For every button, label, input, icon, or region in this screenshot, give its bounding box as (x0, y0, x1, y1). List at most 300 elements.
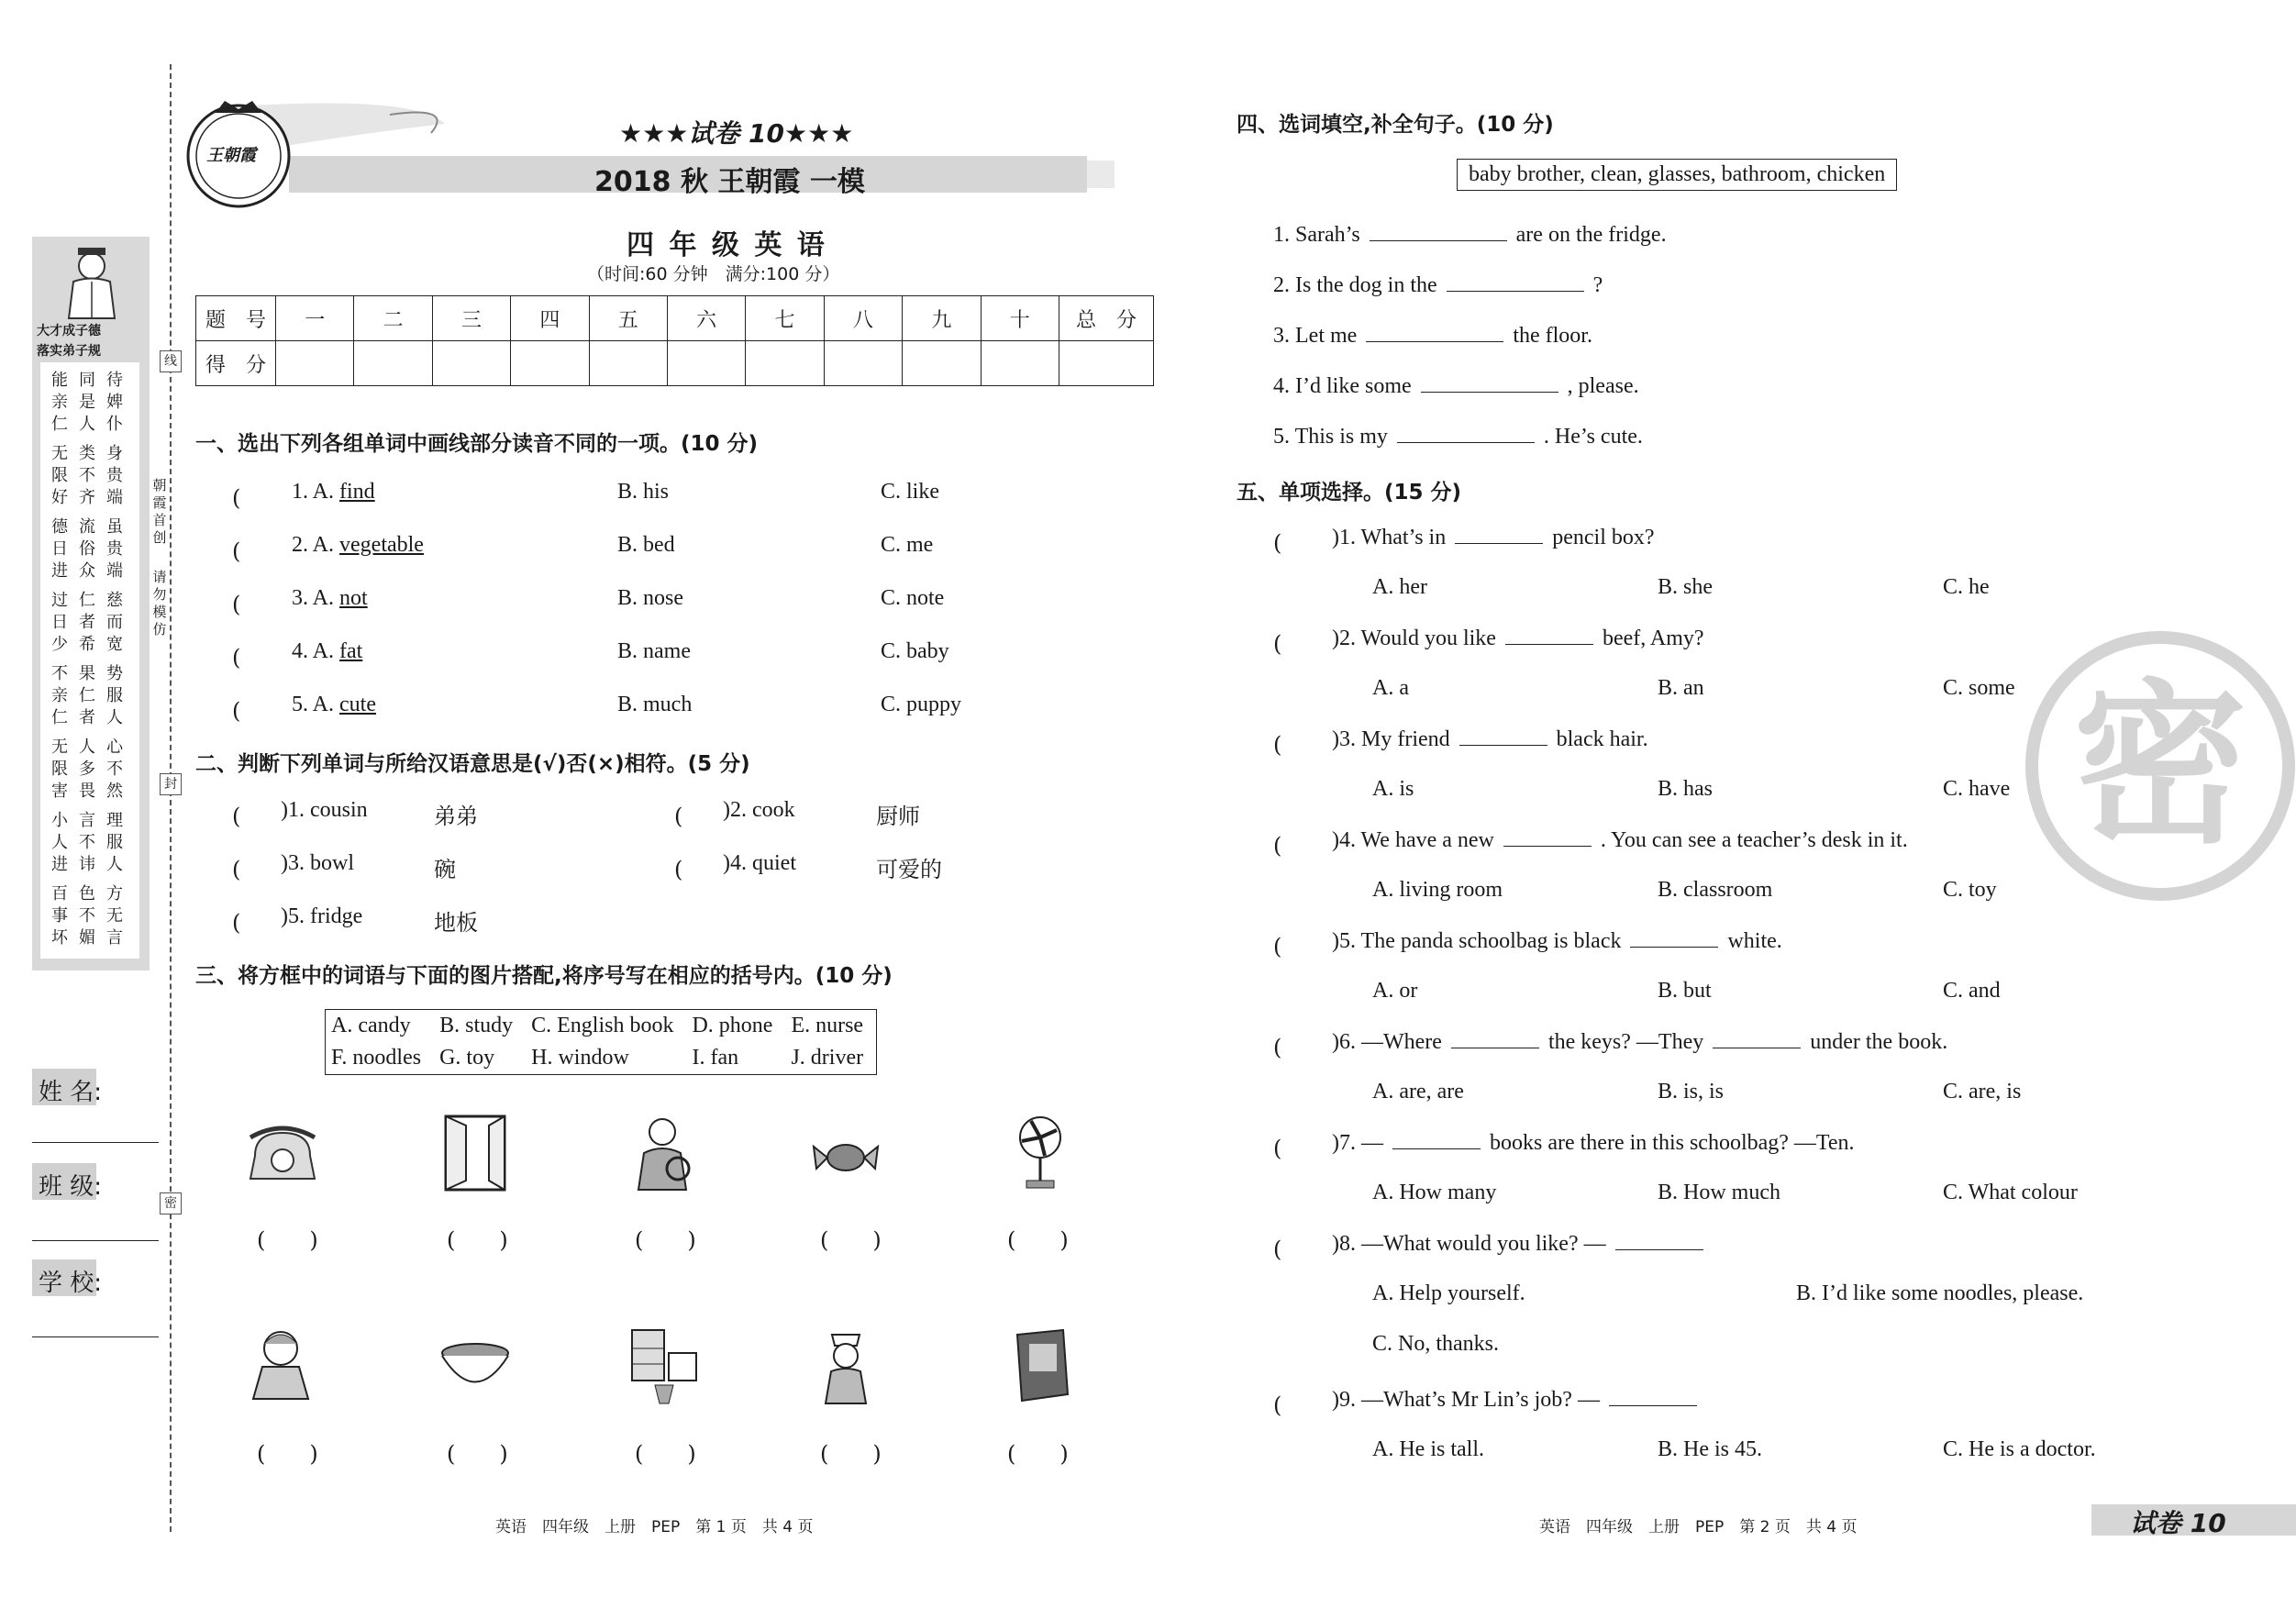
footer-right: 英语 四年级 上册 PEP 第 2 页 共 4 页 (1539, 1518, 1858, 1536)
answer-paren[interactable]: ( (1273, 833, 1326, 859)
sentence-start: 1. Sarah’s (1273, 223, 1360, 247)
motto-column (105, 590, 125, 656)
sentence-end: the floor. (1513, 324, 1592, 348)
judge-chinese: 弟弟 (434, 804, 478, 829)
picture-answer-paren[interactable]: ( ) (1007, 1441, 1069, 1467)
motto-column (77, 883, 97, 949)
question-row (292, 480, 375, 505)
word-option: J. driver (791, 1046, 864, 1070)
fill-sentence (1273, 373, 1639, 399)
class-label: 班 级: (39, 1173, 103, 1201)
judge-chinese: 地板 (434, 910, 478, 936)
motto-title-2: 落实弟子规 (37, 344, 101, 359)
word-option: I. fan (692, 1046, 739, 1070)
motto-column (105, 443, 125, 509)
answer-paren[interactable]: ( (1273, 631, 1326, 657)
motto-char: 好 (51, 488, 68, 507)
motto-char: 是 (79, 393, 95, 412)
picture-answer-paren[interactable]: ( ) (257, 1441, 318, 1467)
fill-blank[interactable] (1370, 222, 1507, 241)
option-b: B. bed (617, 533, 675, 557)
motto-char: 人 (79, 415, 95, 434)
motto-char: 亲 (51, 393, 68, 412)
judge-word: )2. cook (723, 798, 795, 822)
choice-blank[interactable] (1455, 525, 1543, 544)
option-a: A. is (1372, 777, 1414, 801)
word-box (325, 1009, 877, 1075)
picture-answer-paren[interactable]: ( ) (447, 1227, 508, 1253)
judge-word: )1. cousin (281, 798, 368, 822)
motto-column (50, 883, 70, 949)
answer-paren[interactable]: ( (1273, 1392, 1326, 1418)
motto-char: 限 (51, 760, 68, 779)
choice-question (1332, 726, 1648, 752)
fill-sentence (1273, 323, 1592, 349)
score-header-cell: 八 (824, 296, 902, 341)
answer-paren[interactable]: ( (232, 592, 285, 617)
motto-column (105, 883, 125, 949)
option-c: C. me (881, 533, 934, 557)
question-row (292, 533, 424, 558)
answer-paren[interactable]: ( (232, 698, 285, 724)
study-room-icon (627, 1325, 701, 1408)
option-c: C. are, is (1943, 1080, 2022, 1103)
answer-paren[interactable]: ( (232, 538, 285, 564)
motto-char: 理 (106, 811, 123, 830)
option-b: B. He is 45. (1658, 1437, 1762, 1461)
choice-question (1332, 1387, 1706, 1413)
choice-blank[interactable] (1451, 1029, 1539, 1048)
option-b: B. she (1658, 575, 1713, 599)
picture-answer-paren[interactable]: ( ) (1007, 1227, 1069, 1253)
motto-char: 媚 (79, 928, 95, 948)
motto-title-1: 大才成子德 (37, 324, 101, 338)
word-box-row-1 (326, 1010, 876, 1042)
motto-char: 心 (106, 738, 123, 757)
score-cell[interactable] (746, 341, 824, 386)
option-c: C. He is a doctor. (1943, 1437, 2096, 1461)
motto-char: 贵 (106, 539, 123, 559)
candy-icon (809, 1121, 882, 1203)
paper-number: ★★★试卷 10★★★ (619, 118, 854, 149)
score-header-cell: 三 (432, 296, 510, 341)
paper-tag: 试卷 10 (2130, 1508, 2226, 1538)
option-b: B. his (617, 480, 670, 504)
option-c: C. and (1943, 979, 2001, 1003)
word-option: C. English book (531, 1014, 674, 1037)
fill-blank[interactable] (1421, 373, 1558, 393)
motto-column (50, 370, 70, 436)
question-start: )2. Would you like (1332, 627, 1496, 650)
choice-blank[interactable] (1459, 726, 1547, 746)
option-b: B. is, is (1658, 1080, 1725, 1103)
choice-blank[interactable] (1713, 1029, 1801, 1048)
motto-char: 言 (106, 928, 123, 948)
judge-word: )4. quiet (723, 851, 796, 875)
motto-char: 不 (51, 664, 68, 683)
sentence-end: are on the fridge. (1515, 223, 1667, 247)
motto-char: 果 (79, 664, 95, 683)
fill-sentence (1273, 424, 1643, 449)
choice-blank[interactable] (1630, 928, 1718, 948)
school-label: 学 校: (39, 1270, 103, 1297)
motto-char: 婢 (106, 393, 123, 412)
school-field[interactable] (32, 1336, 159, 1337)
english-book-icon (1004, 1325, 1077, 1408)
sentence-end: . He’s cute. (1543, 425, 1643, 449)
motto-char: 待 (106, 371, 123, 390)
option-c: C. he (1943, 575, 1990, 599)
motto-char: 流 (79, 517, 95, 537)
option-a: A. are, are (1372, 1080, 1464, 1103)
option-c: C. No, thanks. (1372, 1332, 1499, 1356)
picture-answer-paren[interactable]: ( ) (257, 1227, 318, 1253)
motto-column (105, 663, 125, 729)
option-b: B. How much (1658, 1181, 1780, 1204)
question-end: beef, Amy? (1602, 627, 1704, 650)
motto-columns (40, 362, 139, 959)
motto-char: 类 (79, 444, 95, 463)
score-header-cell: 四 (511, 296, 589, 341)
sentence-start: 2. Is the dog in the (1273, 273, 1437, 297)
score-cell[interactable] (432, 341, 510, 386)
choice-question (1332, 928, 1782, 954)
motto-char: 无 (51, 738, 68, 757)
motto-char: 不 (79, 906, 95, 926)
motto-char: 希 (79, 635, 95, 654)
question-start: )3. My friend (1332, 727, 1450, 751)
motto-char: 日 (51, 539, 68, 559)
window-icon (438, 1112, 512, 1194)
score-header-cell: 十 (981, 296, 1059, 341)
motto-char: 讳 (79, 855, 95, 874)
binding-dashed-line (170, 64, 172, 1532)
answer-paren[interactable]: ( (232, 804, 285, 829)
choice-question (1332, 626, 1704, 651)
score-header-row (196, 296, 1154, 341)
motto-char: 势 (106, 664, 123, 683)
option-a: A. He is tall. (1372, 1437, 1484, 1461)
motto-char: 不 (79, 833, 95, 852)
section5-title: 五、单项选择。(15 分) (1237, 481, 1462, 505)
motto-char: 害 (51, 782, 68, 801)
score-cell[interactable] (511, 341, 589, 386)
motto-char: 贵 (106, 466, 123, 485)
picture-answer-paren[interactable]: ( ) (820, 1441, 882, 1467)
section2-title: 二、判断下列单词与所给汉语意思是(√)否(×)相符。(5 分) (195, 752, 750, 776)
option-a: A. living room (1372, 878, 1503, 902)
footer-left: 英语 四年级 上册 PEP 第 1 页 共 4 页 (495, 1518, 814, 1536)
motto-char: 仁 (79, 591, 95, 610)
option-a: A. or (1372, 979, 1418, 1003)
answer-paren[interactable]: ( (1273, 530, 1326, 556)
picture-answer-paren[interactable]: ( ) (820, 1227, 882, 1253)
score-header-cell: 七 (746, 296, 824, 341)
motto-char: 无 (51, 444, 68, 463)
word-box-row-2 (326, 1042, 876, 1074)
option-c: C. baby (881, 639, 949, 663)
motto-char: 过 (51, 591, 68, 610)
option-c: C. some (1943, 676, 2015, 700)
option-a: A. a (1372, 676, 1409, 700)
choice-question (1332, 1231, 1713, 1257)
motto-char: 日 (51, 613, 68, 632)
motto-char: 俗 (79, 539, 95, 559)
motto-column (50, 590, 70, 656)
question-row (292, 586, 368, 611)
option-a: A. Help yourself. (1372, 1281, 1525, 1305)
motto-char: 同 (79, 371, 95, 390)
sentence-start: 4. I’d like some (1273, 374, 1412, 398)
score-header-cell: 一 (276, 296, 354, 341)
motto-column (77, 663, 97, 729)
score-header-cell: 六 (667, 296, 745, 341)
motto-char: 身 (106, 444, 123, 463)
motto-char: 者 (79, 613, 95, 632)
word-option: F. noodles (331, 1046, 422, 1070)
motto-char: 虽 (106, 517, 123, 537)
score-cell[interactable] (667, 341, 745, 386)
option-a-word: vegetable (339, 533, 424, 557)
motto-column (77, 590, 97, 656)
option-c: C. What colour (1943, 1181, 2078, 1204)
question-number: 2. A. (292, 533, 335, 557)
score-cell[interactable] (276, 341, 354, 386)
motto-char: 端 (106, 561, 123, 581)
motto-column (50, 443, 70, 509)
note-no-copy: 请勿模仿 (152, 569, 167, 638)
answer-paren[interactable]: ( (232, 910, 285, 936)
motto-column (105, 516, 125, 582)
answer-paren[interactable]: ( (232, 485, 285, 511)
option-b: B. has (1658, 777, 1713, 801)
watermark-char: 密 (2072, 664, 2248, 867)
option-a-word: not (339, 586, 368, 610)
motto-column (50, 810, 70, 876)
word-option: A. candy (331, 1014, 411, 1037)
answer-paren[interactable]: ( (1273, 934, 1326, 959)
motto-char: 仁 (51, 415, 68, 434)
nurse-icon (809, 1325, 882, 1408)
motto-char: 进 (51, 561, 68, 581)
motto-char: 事 (51, 906, 68, 926)
motto-char: 服 (106, 833, 123, 852)
option-b: B. nose (617, 586, 683, 610)
motto-char: 而 (106, 613, 123, 632)
motto-char: 仁 (51, 708, 68, 727)
question-start: )8. —What would you like? — (1332, 1232, 1606, 1256)
motto-char: 百 (51, 884, 68, 904)
score-row-label: 得 分 (196, 341, 276, 386)
seal-mark-line: 线 (160, 350, 182, 372)
motto-column (50, 663, 70, 729)
question-start: )1. What’s in (1332, 526, 1447, 549)
question-start: )6. —Where (1332, 1030, 1442, 1054)
seal-mark-secret: 密 (160, 1192, 182, 1214)
question-end: . You can see a teacher’s desk in it. (1600, 828, 1908, 852)
answer-paren[interactable]: ( (1273, 1136, 1326, 1161)
section3-title: 三、将方框中的词语与下面的图片搭配,将序号写在相应的括号内。(10 分) (195, 964, 893, 988)
motto-char: 少 (51, 635, 68, 654)
choice-question (1332, 1130, 1855, 1156)
fill-blank[interactable] (1366, 323, 1503, 342)
answer-paren[interactable]: ( (674, 857, 727, 882)
answer-paren[interactable]: ( (1273, 732, 1326, 758)
question-start: )4. We have a new (1332, 828, 1494, 852)
option-b: B. much (617, 693, 693, 716)
score-header-cell: 题 号 (196, 296, 276, 341)
name-field[interactable] (32, 1142, 159, 1143)
option-a-word: fat (339, 639, 363, 663)
fill-blank[interactable] (1447, 272, 1584, 292)
motto-char: 德 (51, 517, 68, 537)
question-row (292, 639, 362, 664)
judge-chinese: 碗 (434, 857, 456, 882)
question-end: pencil box? (1552, 526, 1655, 549)
motto-char: 仆 (106, 415, 123, 434)
motto-column (77, 737, 97, 803)
score-cell[interactable] (981, 341, 1059, 386)
motto-char: 服 (106, 686, 123, 705)
score-input-row (196, 341, 1154, 386)
motto-char: 不 (106, 760, 123, 779)
question-number: 3. A. (292, 586, 335, 610)
option-a-word: find (339, 480, 375, 504)
subject-title: 四 年 级 英 语 (627, 229, 827, 261)
question-start: )5. The panda schoolbag is black (1332, 929, 1622, 953)
question-end: books are there in this schoolbag? —Ten. (1490, 1131, 1855, 1155)
question-start: )7. — (1332, 1131, 1383, 1155)
judge-word: )3. bowl (281, 851, 354, 875)
picture-answer-paren[interactable]: ( ) (635, 1441, 696, 1467)
score-header-cell: 二 (354, 296, 432, 341)
choice-question (1332, 525, 1655, 550)
score-header-cell: 总 分 (1059, 296, 1154, 341)
choice-question (1332, 827, 1908, 853)
word-option: D. phone (692, 1014, 773, 1037)
secret-watermark-seal (2023, 615, 2296, 926)
scholar-figure-icon (50, 240, 133, 323)
motto-char: 色 (79, 884, 95, 904)
noodles-bowl-icon (438, 1330, 512, 1413)
question-number: 4. A. (292, 639, 335, 663)
word-option: H. window (531, 1046, 629, 1070)
driver-icon (627, 1112, 701, 1194)
sentence-start: 5. This is my (1273, 425, 1388, 449)
option-a: A. How many (1372, 1181, 1497, 1204)
option-b: B. name (617, 639, 691, 663)
option-b: B. but (1658, 979, 1712, 1003)
answer-paren[interactable]: ( (1273, 1237, 1326, 1262)
question-mid: the keys? —They (1547, 1030, 1704, 1054)
motto-char: 齐 (79, 488, 95, 507)
word-option: B. study (439, 1014, 514, 1037)
motto-char: 人 (51, 833, 68, 852)
motto-char: 小 (51, 811, 68, 830)
fan-icon (1004, 1112, 1077, 1194)
sentence-start: 3. Let me (1273, 324, 1358, 348)
sentence-end: , please. (1567, 374, 1639, 398)
motto-column (105, 810, 125, 876)
fill-sentence (1273, 272, 1603, 298)
toy-doll-icon (244, 1325, 317, 1408)
motto-char: 能 (51, 371, 68, 390)
note-original: 朝霞首创 (152, 477, 167, 546)
question-number: 5. A. (292, 693, 335, 716)
judge-word: )5. fridge (281, 904, 363, 928)
fill-sentence (1273, 222, 1667, 248)
score-cell[interactable] (354, 341, 432, 386)
motto-char: 宽 (106, 635, 123, 654)
fill-blank[interactable] (1397, 424, 1535, 443)
score-cell[interactable] (824, 341, 902, 386)
question-start: )9. —What’s Mr Lin’s job? — (1332, 1388, 1600, 1412)
choice-blank[interactable] (1503, 827, 1592, 847)
option-c: C. puppy (881, 693, 962, 716)
name-label: 姓 名: (39, 1079, 103, 1106)
option-a: A. her (1372, 575, 1427, 599)
time-info: （时间:60 分钟 满分:100 分） (587, 264, 840, 284)
motto-column (105, 370, 125, 436)
answer-paren[interactable]: ( (1273, 1035, 1326, 1060)
section1-title: 一、选出下列各组单词中画线部分读音不同的一项。(10 分) (195, 432, 759, 456)
word-option: G. toy (439, 1046, 495, 1070)
motto-column (50, 737, 70, 803)
motto-char: 端 (106, 488, 123, 507)
motto-char: 言 (79, 811, 95, 830)
score-cell[interactable] (1059, 341, 1154, 386)
word-bank: baby brother, clean, glasses, bathroom, chicken (1457, 159, 1897, 191)
picture-answer-paren[interactable]: ( ) (635, 1227, 696, 1253)
score-header-cell: 九 (903, 296, 981, 341)
option-b: B. an (1658, 676, 1704, 700)
motto-char: 坏 (51, 928, 68, 948)
motto-char: 多 (79, 760, 95, 779)
motto-char: 限 (51, 466, 68, 485)
motto-char: 仁 (79, 686, 95, 705)
question-number: 1. A. (292, 480, 335, 504)
option-c: C. toy (1943, 878, 1997, 902)
score-cell[interactable] (903, 341, 981, 386)
question-end: white. (1727, 929, 1782, 953)
choice-blank[interactable] (1392, 1130, 1481, 1149)
telephone-icon (246, 1115, 319, 1197)
score-table (195, 295, 1154, 386)
motto-char: 畏 (79, 782, 95, 801)
motto-char: 人 (79, 738, 95, 757)
motto-char: 者 (79, 708, 95, 727)
option-a-word: cute (339, 693, 376, 716)
answer-paren[interactable]: ( (674, 804, 727, 829)
class-field[interactable] (32, 1240, 159, 1241)
option-b: B. I’d like some noodles, please. (1796, 1281, 2084, 1305)
choice-question (1332, 1029, 1947, 1055)
section4-title: 四、选词填空,补全句子。(10 分) (1237, 113, 1554, 137)
choice-blank[interactable] (1505, 626, 1593, 645)
choice-blank[interactable] (1615, 1231, 1703, 1250)
motto-char: 人 (106, 708, 123, 727)
motto-char: 然 (106, 782, 123, 801)
score-cell[interactable] (589, 341, 667, 386)
choice-blank[interactable] (1609, 1387, 1697, 1406)
exam-title: 2018 秋 王朝霞 一模 (594, 166, 865, 198)
motto-column (77, 516, 97, 582)
option-c: C. note (881, 586, 945, 610)
motto-char: 不 (79, 466, 95, 485)
picture-answer-paren[interactable]: ( ) (447, 1441, 508, 1467)
answer-paren[interactable]: ( (232, 645, 285, 671)
answer-paren[interactable]: ( (232, 857, 285, 882)
